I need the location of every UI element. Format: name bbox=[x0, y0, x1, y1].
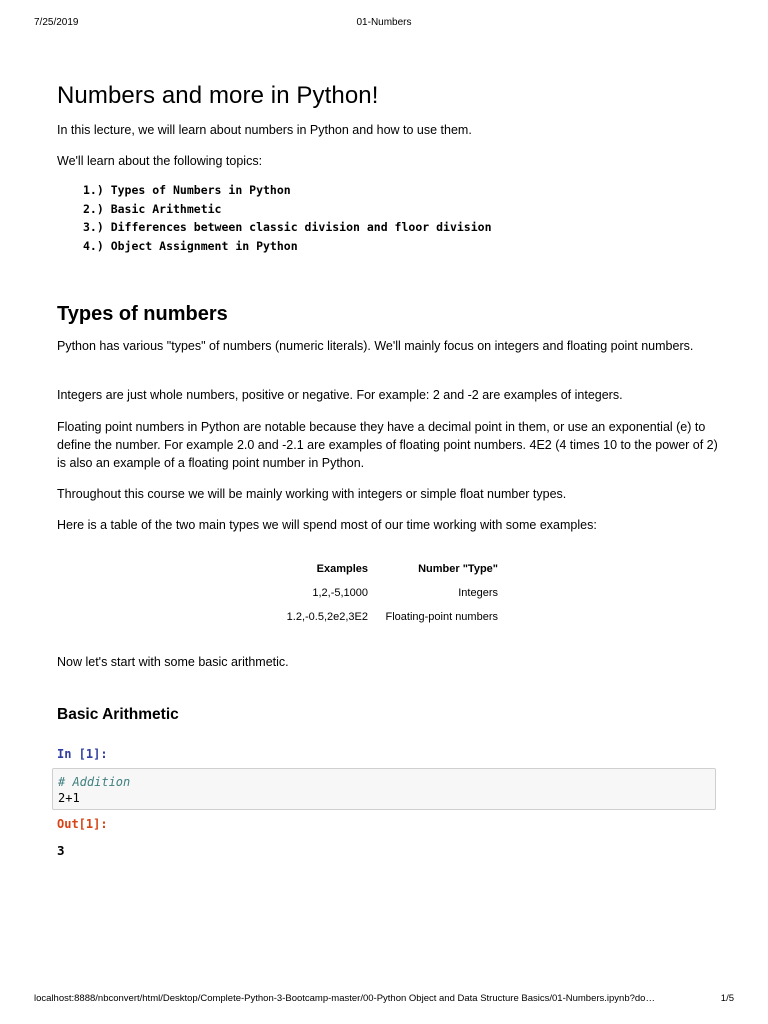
print-document-title: 01-Numbers bbox=[356, 17, 412, 28]
code-comment: # Addition bbox=[58, 775, 131, 789]
table-header-cell: Number "Type" bbox=[418, 563, 498, 575]
types-paragraph: Python has various "types" of numbers (numeric literals). We'll mainly focus on integers and floating point numbers. bbox=[57, 339, 694, 353]
topic-item: 3.) Differences between classic division and floor division bbox=[83, 220, 492, 234]
code-expression: 2+1 bbox=[58, 791, 80, 805]
print-footer bbox=[0, 993, 768, 1007]
table-header-row bbox=[268, 559, 504, 581]
table-cell: Floating-point numbers bbox=[385, 611, 498, 623]
table-cell: 1.2,-0.5,2e2,3E2 bbox=[286, 611, 368, 623]
print-header bbox=[0, 17, 768, 31]
print-url: localhost:8888/nbconvert/html/Desktop/Complete-Python-3-Bootcamp-master/00-Python Object and Data Structure Basics/01-Numbers.ipynb?do… bbox=[34, 993, 655, 1004]
types-paragraph: Integers are just whole numbers, positive or negative. For example: 2 and -2 are examples of integers. bbox=[57, 388, 623, 402]
cell-output: 3 bbox=[57, 843, 65, 858]
arithmetic-heading: Basic Arithmetic bbox=[57, 706, 179, 723]
types-paragraph: Here is a table of the two main types we will spend most of our time working with some examples: bbox=[57, 518, 597, 532]
types-heading: Types of numbers bbox=[57, 303, 228, 325]
table-header-cell: Examples bbox=[316, 563, 368, 575]
input-prompt: In [1]: bbox=[57, 747, 108, 761]
table-row bbox=[268, 605, 504, 629]
table-cell: Integers bbox=[458, 587, 498, 599]
types-paragraph: Floating point numbers in Python are notable because they have a decimal point in them, or use an exponential (e) to define the number. For example 2.0 and -2.1 are examples of floating point numbers. 4E2 (4 times 10 to the power of 2) is also an example of a floating point number in Python. bbox=[57, 420, 718, 470]
after-table-paragraph: Now let's start with some basic arithmetic. bbox=[57, 655, 289, 669]
number-types-table bbox=[268, 559, 504, 629]
table-cell: 1,2,-5,1000 bbox=[312, 587, 368, 599]
print-date: 7/25/2019 bbox=[34, 17, 79, 28]
code-cell[interactable] bbox=[52, 768, 716, 810]
output-prompt: Out[1]: bbox=[57, 817, 108, 831]
table-row bbox=[268, 581, 504, 605]
notebook-title: Numbers and more in Python! bbox=[57, 82, 379, 109]
topic-item: 4.) Object Assignment in Python bbox=[83, 238, 298, 253]
types-paragraph: Throughout this course we will be mainly working with integers or simple float number types. bbox=[57, 487, 567, 501]
topic-item: 2.) Basic Arithmetic bbox=[83, 201, 222, 216]
topics-intro-paragraph: We'll learn about the following topics: bbox=[57, 154, 263, 168]
intro-paragraph: In this lecture, we will learn about numbers in Python and how to use them. bbox=[57, 123, 472, 137]
topic-item: 1.) Types of Numbers in Python bbox=[83, 183, 291, 197]
page-number: 1/5 bbox=[720, 993, 734, 1004]
topics-list bbox=[83, 181, 492, 255]
